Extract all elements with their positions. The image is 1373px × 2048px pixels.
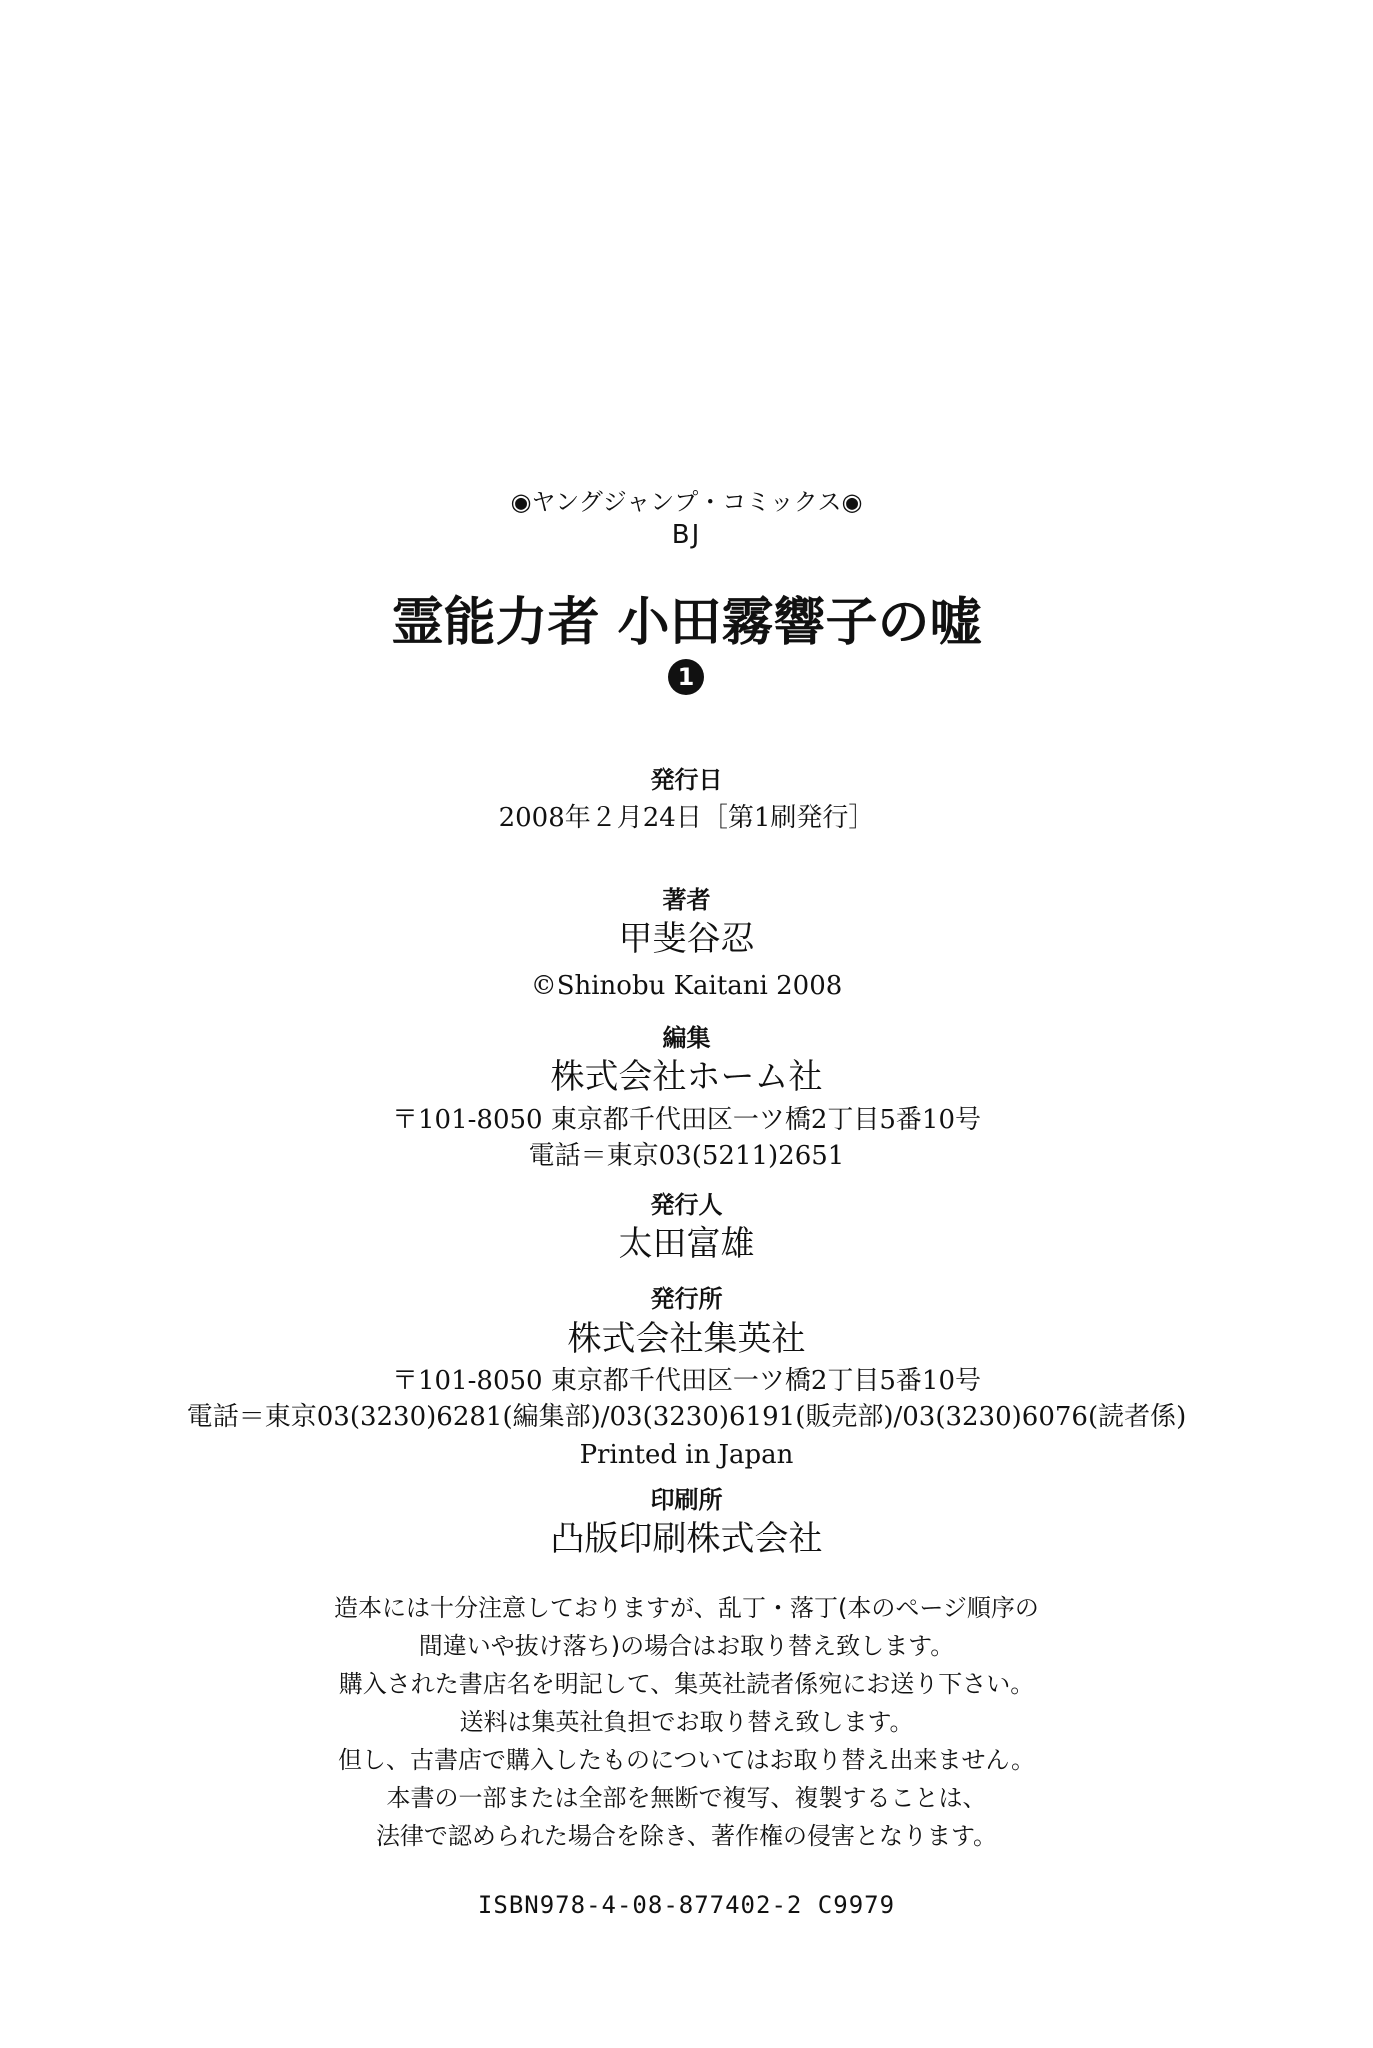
author-heading: 著者 [662, 886, 711, 914]
publisher-person-name: 太田富雄 [618, 1224, 755, 1264]
publisher-phone: 電話＝東京03(3230)6281(編集部)/03(3230)6191(販売部)/03(3230)6076(読者係) [186, 1402, 1187, 1432]
notice-line: 本書の一部または全部を無断で複写、複製することは、 [386, 1784, 987, 1812]
author-copyright: ©Shinobu Kaitani 2008 [530, 971, 843, 1001]
publisher-address: 〒101-8050 東京都千代田区一ツ橋2丁目5番10号 [391, 1366, 981, 1396]
book-title: 霊能力者 小田霧響子の嘘 [391, 593, 982, 653]
publisher-person-heading: 発行人 [650, 1191, 723, 1219]
notice-line: 法律で認められた場合を除き、著作権の侵害となります。 [375, 1822, 998, 1850]
notice-line: 購入された書店名を明記して、集英社読者係宛にお送り下さい。 [338, 1670, 1035, 1698]
publish-date-heading: 発行日 [650, 766, 723, 794]
printed-in-japan: Printed in Japan [579, 1440, 794, 1470]
printer-heading: 印刷所 [650, 1486, 723, 1514]
editor-address: 〒101-8050 東京都千代田区一ツ橋2丁目5番10号 [391, 1105, 981, 1135]
author-name: 甲斐谷忍 [618, 919, 755, 959]
volume-badge: 1 [668, 659, 704, 695]
notice-line: 造本には十分注意しておりますが、乱丁・落丁(本のページ順序の [334, 1594, 1039, 1622]
editor-heading: 編集 [662, 1024, 711, 1052]
series-label: ◉ヤングジャンプ・コミックス◉ [510, 488, 863, 516]
notice-line: 間違いや抜け落ち)の場合はお取り替え致します。 [418, 1632, 955, 1660]
notice-line: 但し、古書店で購入したものについてはお取り替え出来ません。 [338, 1746, 1035, 1774]
publisher-heading: 発行所 [650, 1285, 723, 1313]
isbn-code: ISBN978-4-08-877402-2 C9979 [477, 1891, 896, 1919]
editor-phone: 電話＝東京03(5211)2651 [528, 1141, 845, 1171]
printer-company: 凸版印刷株式会社 [550, 1519, 823, 1559]
publisher-company: 株式会社集英社 [567, 1319, 806, 1359]
imprint-label: BJ [671, 520, 702, 550]
editor-company: 株式会社ホーム社 [550, 1057, 823, 1097]
publish-date-value: 2008年２月24日［第1刷発行］ [498, 803, 875, 833]
notice-line: 送料は集英社負担でお取り替え致します。 [459, 1708, 914, 1736]
